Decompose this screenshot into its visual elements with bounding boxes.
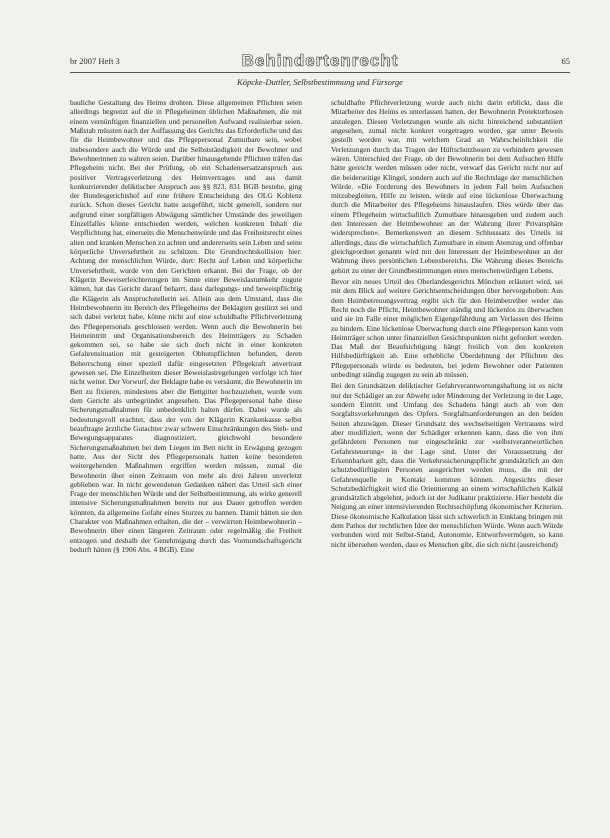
text-column-left [70,98,302,554]
paragraph: schuldhafte Pflichtverletzung wurde auch nicht darin erblickt, dass die Mitarbeiter des Heims es unterlassen hatten, der Bewohnerin Protektorhosen anzulegen. Diesen Verletzungen wurde als nicht hinreichend substantiiert angesehen, zumal nicht konkret vorgetragen worden, gar unter Beweis gestellt worden war, mit welchem Grad an Wahrscheinlichkeit die Verletzungen durch das Tragen der Hüftschutzhosen zu verhindern gewesen wären. Unterschied der Frage, ob der Bewohnerin bei dem Aufsuchen Hilfe hätte gereicht werden müssen oder nicht, verwarf das Gericht nicht nur auf die beiderseitige Klingel, sondern auch auf die Rechtslage der menschlichen Würde. »Die Forderung des Bewohners in jedem Fall beim Aufsuchen mitzubegleiten, Hilfe zu leisten, würde auf eine lückenlose Überwachung durch die Mitarbeiter des Pflegeheims hinauslaufen. Dies würde über das einem Pflegeheim wirtschaftlich Zumutbare hinausgehen und zudem auch den Interessen der Heimbewohner an der Wahrung ihrer Privatsphäre widersprechen«. Bemerkenswert an diesem Schlusssatz des Urteils ist allerdings, dass die wirtschaftlich Zumutbare in einem Atemzug und offenbar gleichgeordnet genannt wird mit den Interessen der Heimbewohner an der Wahrung ihres persönlichen Lebensbereichs. Die Wahrung dieses Bereichs gehört zu einer der Grundbestimmungen eines menschenwürdigen Lebens. [331,98,563,275]
journal-title: Behindertenrecht [241,51,399,70]
running-header [70,51,570,72]
issue-label: br 2007 Heft 3 [70,56,120,66]
article-running-title: Köpcke-Duttler, Selbstbestimmung und Fürsorge [237,77,403,87]
text-column-right [331,98,563,549]
paragraph: bauliche Gestaltung des Heims drohten. Diese allgemeinen Pflichten seien allerdings begrenzt auf die in Pflegeheimen üblichen Maßnahmen, die mit einem vernünftigen finanziellen und personellen Aufwand realisierbar seien. Maßstab müssten nach der Auffassung des Gerichts das Erforderliche und das für die Heimbewohner und das Pflegepersonal Zumutbare sein, wobei insbesondere auch die Würde und die Selbstständigkeit der Bewohner und Bewohnerinnen zu wahren seien. Darüber hinausgehende Pflichten träfen das Pflegeheim nicht. Bei der Prüfung, ob ein Schadensersatzanspruch aus positiver Vertragsverletzung des Heimvertrages und aus damit konkurrierender deliktischer Anspruch aus §§ 823, 831 BGB bestehe, ging der Bundesgerichtshof auf eine frühere Entscheidung des OLG Koblenz zurück. Schon dieses Gericht hatte ausgeführt, nicht generell, sondern nur aufgrund einer sorgfältigen Abwägung sämtlicher Umstände des jeweiligen Einzelfalles könne entschieden werden, welchen konkreten Inhalt die Verpflichtung hat, einerseits die Menschenwürde und das Freiheitsrecht eines alten und kranken Menschen zu achten und andererseits sein Leben und seine körperliche Unversehrtheit zu schützen. Die Grundrechtskollision hier: Achtung der menschlichen Würde, dort: Recht auf Leben und körperliche Unversehrtheit, wurde von den Gerichten erkannt. Bei der Frage, ob der Klägerin Beweiserleichterungen im Sinne einer Beweislastumkehr zugute kämen, hat das Gericht darauf beharrt, dass darlegungs- und beweispflichtig die Klägerin als Anspruchstellerin sei. Allein aus dem Umstand, dass die Heimbewohnerin im Bereich des Pflegeheims der Beklagten gestürzt sei und sich dabei verletzt habe, könne nicht auf eine schuldhafte Pflichtverletzung des Pflegepersonals geschlossen werden. Wenn auch die Bewohnerin bei Heimeintritt und Organisationsbereich des Heimträgers zu Schaden gekommen sei, so habe sie sich doch nicht in einer konkreten Gefahrensituation mit gesteigerten Obhutspflichten befunden, deren Beherrschung einer speziell dafür eingesetzten Pflegekraft anvertraut gewesen sei. Die Einzelheiten dieser Beweislastregelungen verfolge ich hier nicht weiter. Der Vorwurf, der Beklagte habe es versäumt, die Bewohnerin im Bett zu fixieren, mindestens aber die Bettgitter hochzuziehen, wurde vom dem Gericht als unbegründet angesehen. Das Pflegepersonal habe diese Sicherungsmaßnahmen für unbedenklich halten dürfen. Dabei wurde als bedeutungsvoll erachtet, dass der von der Klägerin Krankenkasse selbst beauftragte ärztliche Gutachter zwar schwere Einschränkungen des Steh- und Bewegungsapparates diagnostiziert, gleichwohl besondere Sicherungsmaßnahmen bei dem Liegen im Bett nicht in Erwägung gezogen hatte. Aus der Sicht des Pflegepersonals hatten keine besonderen weitergehenden Maßnahmen ergriffen werden müssen, zumal die Bewohnerin über einen Zeitraum von mehr als drei Jahren unverletzt geblieben war. In nicht gewendenen Gedanken nähert das Urteil sich einer Frage der menschlichen Würde und der Selbstbestimmung, als wirke generell intensive Sicherungsmaßnahmen bereits nur aus Dauer getroffen werden könnten, da allgemeine Gefahr eines Sturzes zu bannen. Damit hätten sie den Charakter von Maßnahmen erhalten, die der – verwirrten Heimbewohnerin – Bewohnerin über einen längeren Zeitraum oder regelmäßig die Freiheit entzogen und deshalb der Genehmigung durch das Vormundschaftsgericht bedurft hätten (§ 1906 Abs. 4 BGB). Eine [70,98,302,554]
paragraph: Bevor ein neues Urteil des Oberlandesgerichts München erläutert wird, sei mit dem Blick auf weitere Gerichtsentscheidungen über hervorgehoben: Aus dem Heimbetreuungsvertrag ergibt sich für den Heimbetreiber weder das Recht noch die Pflicht, Heimbewohner ständig und lückenlos zu überwachen und sie im Falle einer möglichen Eigengefährdung am Verlassen des Heims zu hindern. Eine lückenlose Überwachung durch eine Pflegeperson kann vom Heimträger schon unter finanziellen Gesichtspunkten nicht gefordert werden. Das Maß der Beaufsichtigung hängt freilich von den konkreten Hilfsbedürftigkeit ab. Eine erhebliche Überdehnung der Pflichten des Pflegepersonals würde es bedeuten, bei jedem Bewohner oder Patienten unbedingt ständig zugegen zu sein ab müssen. [331,276,563,380]
paragraph: Bei den Grundsätzen deliktischer Gefahrverantwortungshaftung ist es nicht nur der Schädiger an zur Abwehr oder Minderung der Verletzung in der Lage, sondern Eintritt und Umfang des Schadens hängt auch ab von den Sorgfaltsvorkehrungen des Opfers. Sorgfaltsanforderungen an den beiden Seiten abzuwägen. Dieser Grundsatz des wechselseitigen Vertrauens wird aber modifiziert, wenn der Schädiger erkennen kann, dass die von ihm gefährdeten Personen nur eingeschränkt zur »selbstverantwortlichen Gefahrsteuerung« in der Lage sind. Unter der Voraussetzung der Erkennbarkeit gilt, dass die Verkehrssicherungspflicht grundsätzlich an den schutzbedürftigsten Personen ausgerichtet werden muss, die mit der Gefahrenquelle in Kontakt kommen können. Angesichts dieser Schutzbedürftigkeit wird die Orientierung an einem wirtschaftlichen Kalkül grundsätzlich abgelehnt, jedoch ist der Judikatur praktizierte. Hier besteht die Neigung an einer intensivierenden Rechtsschöpfung ökonomischer Kriterien. Diese ökonomische Kalkulation lässt sich schwerlich in Einklang bringen mit dem Pathos der rechtlichen Idee der menschlichen Würde. Wenn auch Würde verbunden wird mit Selbst-Stand, Autonomie, Entwurfsvermögen, so kann nicht übersehen werden, dass es Menschen gibt, die sich nicht (ausreichend) [331,381,563,549]
page-number: 65 [561,56,570,66]
header-divider [70,72,570,73]
